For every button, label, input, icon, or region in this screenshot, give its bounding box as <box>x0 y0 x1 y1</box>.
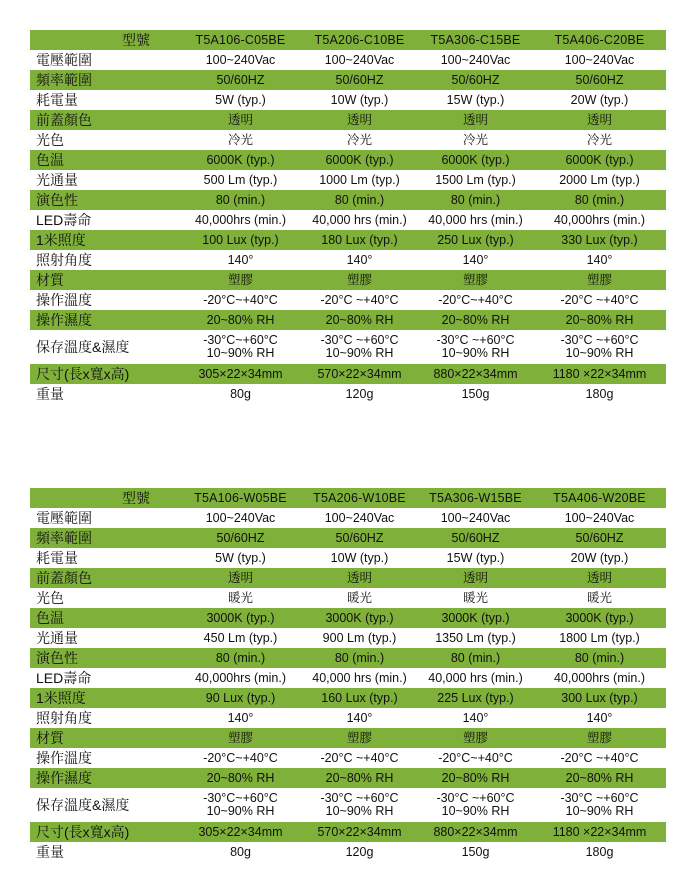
spec-value: 90 Lux (typ.) <box>205 690 276 705</box>
spec-label: 照射角度 <box>36 252 92 268</box>
spec-label: 頻率範圍 <box>36 72 92 88</box>
spec-value: 透明 <box>462 570 488 585</box>
spec-label: 耗電量 <box>36 92 78 108</box>
spec-label: 光通量 <box>36 172 78 188</box>
spec-value: 900 Lm (typ.) <box>322 630 397 645</box>
spec-value: 180g <box>585 386 614 401</box>
spec-row <box>30 788 666 822</box>
spec-value: 80 (min.) <box>574 650 625 665</box>
spec-value: 5W (typ.) <box>215 92 266 107</box>
spec-value: 50/60HZ <box>575 72 624 87</box>
spec-value: 透明 <box>227 570 253 585</box>
spec-value <box>533 334 666 360</box>
spec-value: 80 (min.) <box>574 192 625 207</box>
spec-value: 20W (typ.) <box>570 550 629 565</box>
spec-label: 操作溫度 <box>36 750 92 766</box>
spec-value: 50/60HZ <box>216 72 265 87</box>
header-label: 型號 <box>122 32 150 48</box>
spec-row <box>30 310 666 330</box>
spec-value: 透明 <box>346 570 372 585</box>
spec-value: -20°C~+40°C <box>438 750 513 765</box>
spec-value: 40,000 hrs (min.) <box>428 670 523 685</box>
spec-value: 1800 Lm (typ.) <box>559 630 640 645</box>
spec-value-line: 10~90% RH <box>325 346 394 360</box>
spec-value: -20°C~+40°C <box>203 292 278 307</box>
spec-row <box>30 364 666 384</box>
spec-value: 3000K (typ.) <box>565 610 634 625</box>
spec-label: 色温 <box>36 610 64 626</box>
spec-value-line: -30°C~+60°C <box>203 791 278 805</box>
spec-value-line: 10~90% RH <box>206 804 275 818</box>
spec-value: 暖光 <box>586 590 612 605</box>
model-name: T5A406-C20BE <box>554 32 645 47</box>
spec-value: 塑膠 <box>462 272 488 287</box>
spec-value: 6000K (typ.) <box>565 152 634 167</box>
spec-label: 重量 <box>36 844 64 860</box>
spec-value: 20~80% RH <box>325 770 394 785</box>
spec-value: 暖光 <box>346 590 372 605</box>
spec-value: 40,000hrs (min.) <box>194 670 286 685</box>
spec-value: -20°C ~+40°C <box>560 750 639 765</box>
spec-value: 透明 <box>586 112 612 127</box>
spec-row <box>30 628 666 648</box>
spec-value: 塑膠 <box>586 272 612 287</box>
spec-value: 塑膠 <box>227 272 253 287</box>
spec-value: 40,000hrs (min.) <box>194 212 286 227</box>
spec-value-line: 10~90% RH <box>565 346 634 360</box>
spec-value: 500 Lm (typ.) <box>203 172 278 187</box>
spec-value: 80 (min.) <box>450 192 501 207</box>
model-name: T5A106-C05BE <box>195 32 286 47</box>
spec-row <box>30 210 666 230</box>
spec-label: 前蓋顏色 <box>36 570 92 586</box>
spec-label: 1米照度 <box>36 232 86 248</box>
spec-value: 1180 ×22×34mm <box>552 824 647 839</box>
spec-row <box>30 110 666 130</box>
model-name: T5A206-W10BE <box>313 490 406 505</box>
spec-value-line: -30°C~+60°C <box>203 333 278 347</box>
spec-value: 250 Lux (typ.) <box>437 232 514 247</box>
spec-value: -20°C~+40°C <box>203 750 278 765</box>
spec-row <box>30 508 666 528</box>
spec-value: 暖光 <box>227 590 253 605</box>
spec-value: 880×22×34mm <box>433 366 518 381</box>
spec-value: 80 (min.) <box>215 192 266 207</box>
spec-row <box>30 588 666 608</box>
spec-value: 100 Lux (typ.) <box>202 232 279 247</box>
spec-label: 尺寸(長x寬x高) <box>36 824 130 840</box>
spec-value-line: 10~90% RH <box>206 346 275 360</box>
spec-value: 40,000 hrs (min.) <box>312 212 407 227</box>
spec-row <box>30 548 666 568</box>
spec-value: 50/60HZ <box>216 530 265 545</box>
spec-value: 透明 <box>462 112 488 127</box>
model-name: T5A406-W20BE <box>553 490 646 505</box>
spec-table-cool <box>30 30 666 404</box>
spec-value <box>180 792 301 818</box>
spec-value-line: 10~90% RH <box>441 804 510 818</box>
spec-label: 照射角度 <box>36 710 92 726</box>
spec-value: 20W (typ.) <box>570 92 629 107</box>
spec-value-line: 10~90% RH <box>325 804 394 818</box>
spec-row <box>30 70 666 90</box>
spec-label: 材質 <box>36 272 64 288</box>
spec-value: 140° <box>586 252 613 267</box>
spec-value: 570×22×34mm <box>317 824 402 839</box>
spec-value: 15W (typ.) <box>446 550 505 565</box>
spec-value: 20~80% RH <box>565 770 634 785</box>
spec-row <box>30 608 666 628</box>
spec-value: 5W (typ.) <box>215 550 266 565</box>
spec-value: 50/60HZ <box>335 530 384 545</box>
spec-value: 冷光 <box>227 132 253 147</box>
spec-value <box>418 334 533 360</box>
spec-value: -20°C ~+40°C <box>320 750 399 765</box>
spec-value: 塑膠 <box>346 272 372 287</box>
spec-value: 40,000 hrs (min.) <box>428 212 523 227</box>
model-name: T5A106-W05BE <box>194 490 287 505</box>
spec-label: 光色 <box>36 132 64 148</box>
spec-value: -20°C~+40°C <box>438 292 513 307</box>
spec-value: 20~80% RH <box>206 312 275 327</box>
spec-label: 保存溫度&濕度 <box>36 797 130 813</box>
spec-label: 重量 <box>36 386 64 402</box>
spec-row <box>30 230 666 250</box>
spec-row <box>30 748 666 768</box>
spec-row <box>30 290 666 310</box>
spec-row <box>30 90 666 110</box>
spec-value <box>301 792 418 818</box>
spec-value: 80 (min.) <box>450 650 501 665</box>
spec-row <box>30 822 666 842</box>
spec-value: 140° <box>346 710 373 725</box>
spec-value-line: -30°C ~+60°C <box>320 791 399 805</box>
spec-row <box>30 648 666 668</box>
spec-value: 20~80% RH <box>441 770 510 785</box>
spec-value: 80 (min.) <box>334 192 385 207</box>
spec-label: 演色性 <box>36 192 78 208</box>
spec-value: 20~80% RH <box>565 312 634 327</box>
spec-value-line: -30°C ~+60°C <box>560 791 639 805</box>
spec-value: 20~80% RH <box>325 312 394 327</box>
spec-value: 140° <box>586 710 613 725</box>
spec-value: 140° <box>227 710 254 725</box>
spec-row <box>30 130 666 150</box>
spec-value: 40,000 hrs (min.) <box>312 670 407 685</box>
spec-value: 120g <box>345 844 374 859</box>
spec-label: LED壽命 <box>36 670 92 686</box>
spec-value: 6000K (typ.) <box>206 152 275 167</box>
spec-value <box>418 792 533 818</box>
spec-label: 光通量 <box>36 630 78 646</box>
spec-row <box>30 688 666 708</box>
spec-label: 光色 <box>36 590 64 606</box>
spec-value-line: -30°C ~+60°C <box>436 791 515 805</box>
spec-row <box>30 250 666 270</box>
spec-value: 880×22×34mm <box>433 824 518 839</box>
spec-value: 180g <box>585 844 614 859</box>
spec-value: 100~240Vac <box>205 510 276 525</box>
spec-row <box>30 330 666 364</box>
spec-value: 100~240Vac <box>324 510 395 525</box>
spec-value: 3000K (typ.) <box>206 610 275 625</box>
spec-label: 操作濕度 <box>36 770 92 786</box>
spec-value: 3000K (typ.) <box>325 610 394 625</box>
spec-value: 140° <box>227 252 254 267</box>
spec-value: 2000 Lm (typ.) <box>559 172 640 187</box>
spec-value: 80g <box>230 844 251 859</box>
spec-value: 透明 <box>227 112 253 127</box>
spec-row <box>30 842 666 862</box>
spec-label: 操作溫度 <box>36 292 92 308</box>
spec-value: 塑膠 <box>346 730 372 745</box>
spec-value: 40,000hrs (min.) <box>553 670 645 685</box>
header-row <box>30 30 666 50</box>
spec-value <box>301 334 418 360</box>
model-name: T5A306-W15BE <box>429 490 522 505</box>
spec-label: 保存溫度&濕度 <box>36 339 130 355</box>
spec-label: 材質 <box>36 730 64 746</box>
spec-value: 570×22×34mm <box>317 366 402 381</box>
spec-value: 100~240Vac <box>440 52 511 67</box>
spec-value: 6000K (typ.) <box>325 152 394 167</box>
spec-value: 100~240Vac <box>564 52 635 67</box>
spec-value: 100~240Vac <box>440 510 511 525</box>
spec-row <box>30 568 666 588</box>
spec-row <box>30 708 666 728</box>
spec-row <box>30 190 666 210</box>
spec-value: 冷光 <box>462 132 488 147</box>
spec-value: 450 Lm (typ.) <box>203 630 278 645</box>
spec-value: 透明 <box>346 112 372 127</box>
model-name: T5A206-C10BE <box>314 32 405 47</box>
spec-value <box>180 334 301 360</box>
spec-value: 10W (typ.) <box>330 92 389 107</box>
spec-value: 1350 Lm (typ.) <box>435 630 516 645</box>
spec-value-line: -30°C ~+60°C <box>320 333 399 347</box>
spec-value: 冷光 <box>346 132 372 147</box>
spec-row <box>30 668 666 688</box>
spec-value: 150g <box>461 844 490 859</box>
spec-label: LED壽命 <box>36 212 92 228</box>
spec-value: 305×22×34mm <box>198 366 283 381</box>
spec-value: 塑膠 <box>462 730 488 745</box>
spec-value: 80 (min.) <box>334 650 385 665</box>
spec-value: 3000K (typ.) <box>441 610 510 625</box>
spec-label: 1米照度 <box>36 690 86 706</box>
spec-label: 尺寸(長x寬x高) <box>36 366 130 382</box>
spec-value: 1000 Lm (typ.) <box>319 172 400 187</box>
spec-value: 140° <box>462 710 489 725</box>
spec-value-line: 10~90% RH <box>441 346 510 360</box>
spec-row <box>30 170 666 190</box>
header-label: 型號 <box>122 490 150 506</box>
spec-value: 140° <box>462 252 489 267</box>
spec-label: 電壓範圍 <box>36 52 92 68</box>
spec-value: 6000K (typ.) <box>441 152 510 167</box>
spec-value-line: -30°C ~+60°C <box>560 333 639 347</box>
spec-value: 100~240Vac <box>564 510 635 525</box>
spec-value: 冷光 <box>586 132 612 147</box>
spec-value: 塑膠 <box>586 730 612 745</box>
spec-value: 透明 <box>586 570 612 585</box>
spec-row <box>30 150 666 170</box>
spec-value: 80 (min.) <box>215 650 266 665</box>
spec-value-line: 10~90% RH <box>565 804 634 818</box>
spec-row <box>30 728 666 748</box>
spec-value-line: -30°C ~+60°C <box>436 333 515 347</box>
spec-value: 1500 Lm (typ.) <box>435 172 516 187</box>
spec-label: 操作濕度 <box>36 312 92 328</box>
spec-label: 耗電量 <box>36 550 78 566</box>
spec-value: 80g <box>230 386 251 401</box>
spec-row <box>30 768 666 788</box>
spec-value: 20~80% RH <box>206 770 275 785</box>
spec-label: 演色性 <box>36 650 78 666</box>
spec-value: 10W (typ.) <box>330 550 389 565</box>
spec-value: 50/60HZ <box>335 72 384 87</box>
spec-value: 50/60HZ <box>451 530 500 545</box>
spec-row <box>30 50 666 70</box>
spec-value: 225 Lux (typ.) <box>437 690 514 705</box>
spec-value: 160 Lux (typ.) <box>321 690 398 705</box>
spec-value: 120g <box>345 386 374 401</box>
spec-value: 40,000hrs (min.) <box>553 212 645 227</box>
spec-label: 色温 <box>36 152 64 168</box>
spec-value: -20°C ~+40°C <box>560 292 639 307</box>
spec-row <box>30 384 666 404</box>
spec-value: -20°C ~+40°C <box>320 292 399 307</box>
spec-value: 1180 ×22×34mm <box>552 366 647 381</box>
spec-value: 100~240Vac <box>205 52 276 67</box>
spec-row <box>30 270 666 290</box>
spec-value: 100~240Vac <box>324 52 395 67</box>
header-row <box>30 488 666 508</box>
spec-value: 20~80% RH <box>441 312 510 327</box>
spec-value: 180 Lux (typ.) <box>321 232 398 247</box>
spec-label: 頻率範圍 <box>36 530 92 546</box>
spec-value: 305×22×34mm <box>198 824 283 839</box>
spec-value: 150g <box>461 386 490 401</box>
spec-value <box>533 792 666 818</box>
spec-label: 電壓範圍 <box>36 510 92 526</box>
spec-value: 塑膠 <box>227 730 253 745</box>
model-name: T5A306-C15BE <box>430 32 521 47</box>
spec-value: 140° <box>346 252 373 267</box>
spec-value: 暖光 <box>462 590 488 605</box>
spec-value: 330 Lux (typ.) <box>561 232 638 247</box>
spec-value: 50/60HZ <box>451 72 500 87</box>
spec-value: 50/60HZ <box>575 530 624 545</box>
spec-table-warm <box>30 488 666 862</box>
spec-row <box>30 528 666 548</box>
spec-value: 300 Lux (typ.) <box>561 690 638 705</box>
spec-value: 15W (typ.) <box>446 92 505 107</box>
spec-label: 前蓋顏色 <box>36 112 92 128</box>
